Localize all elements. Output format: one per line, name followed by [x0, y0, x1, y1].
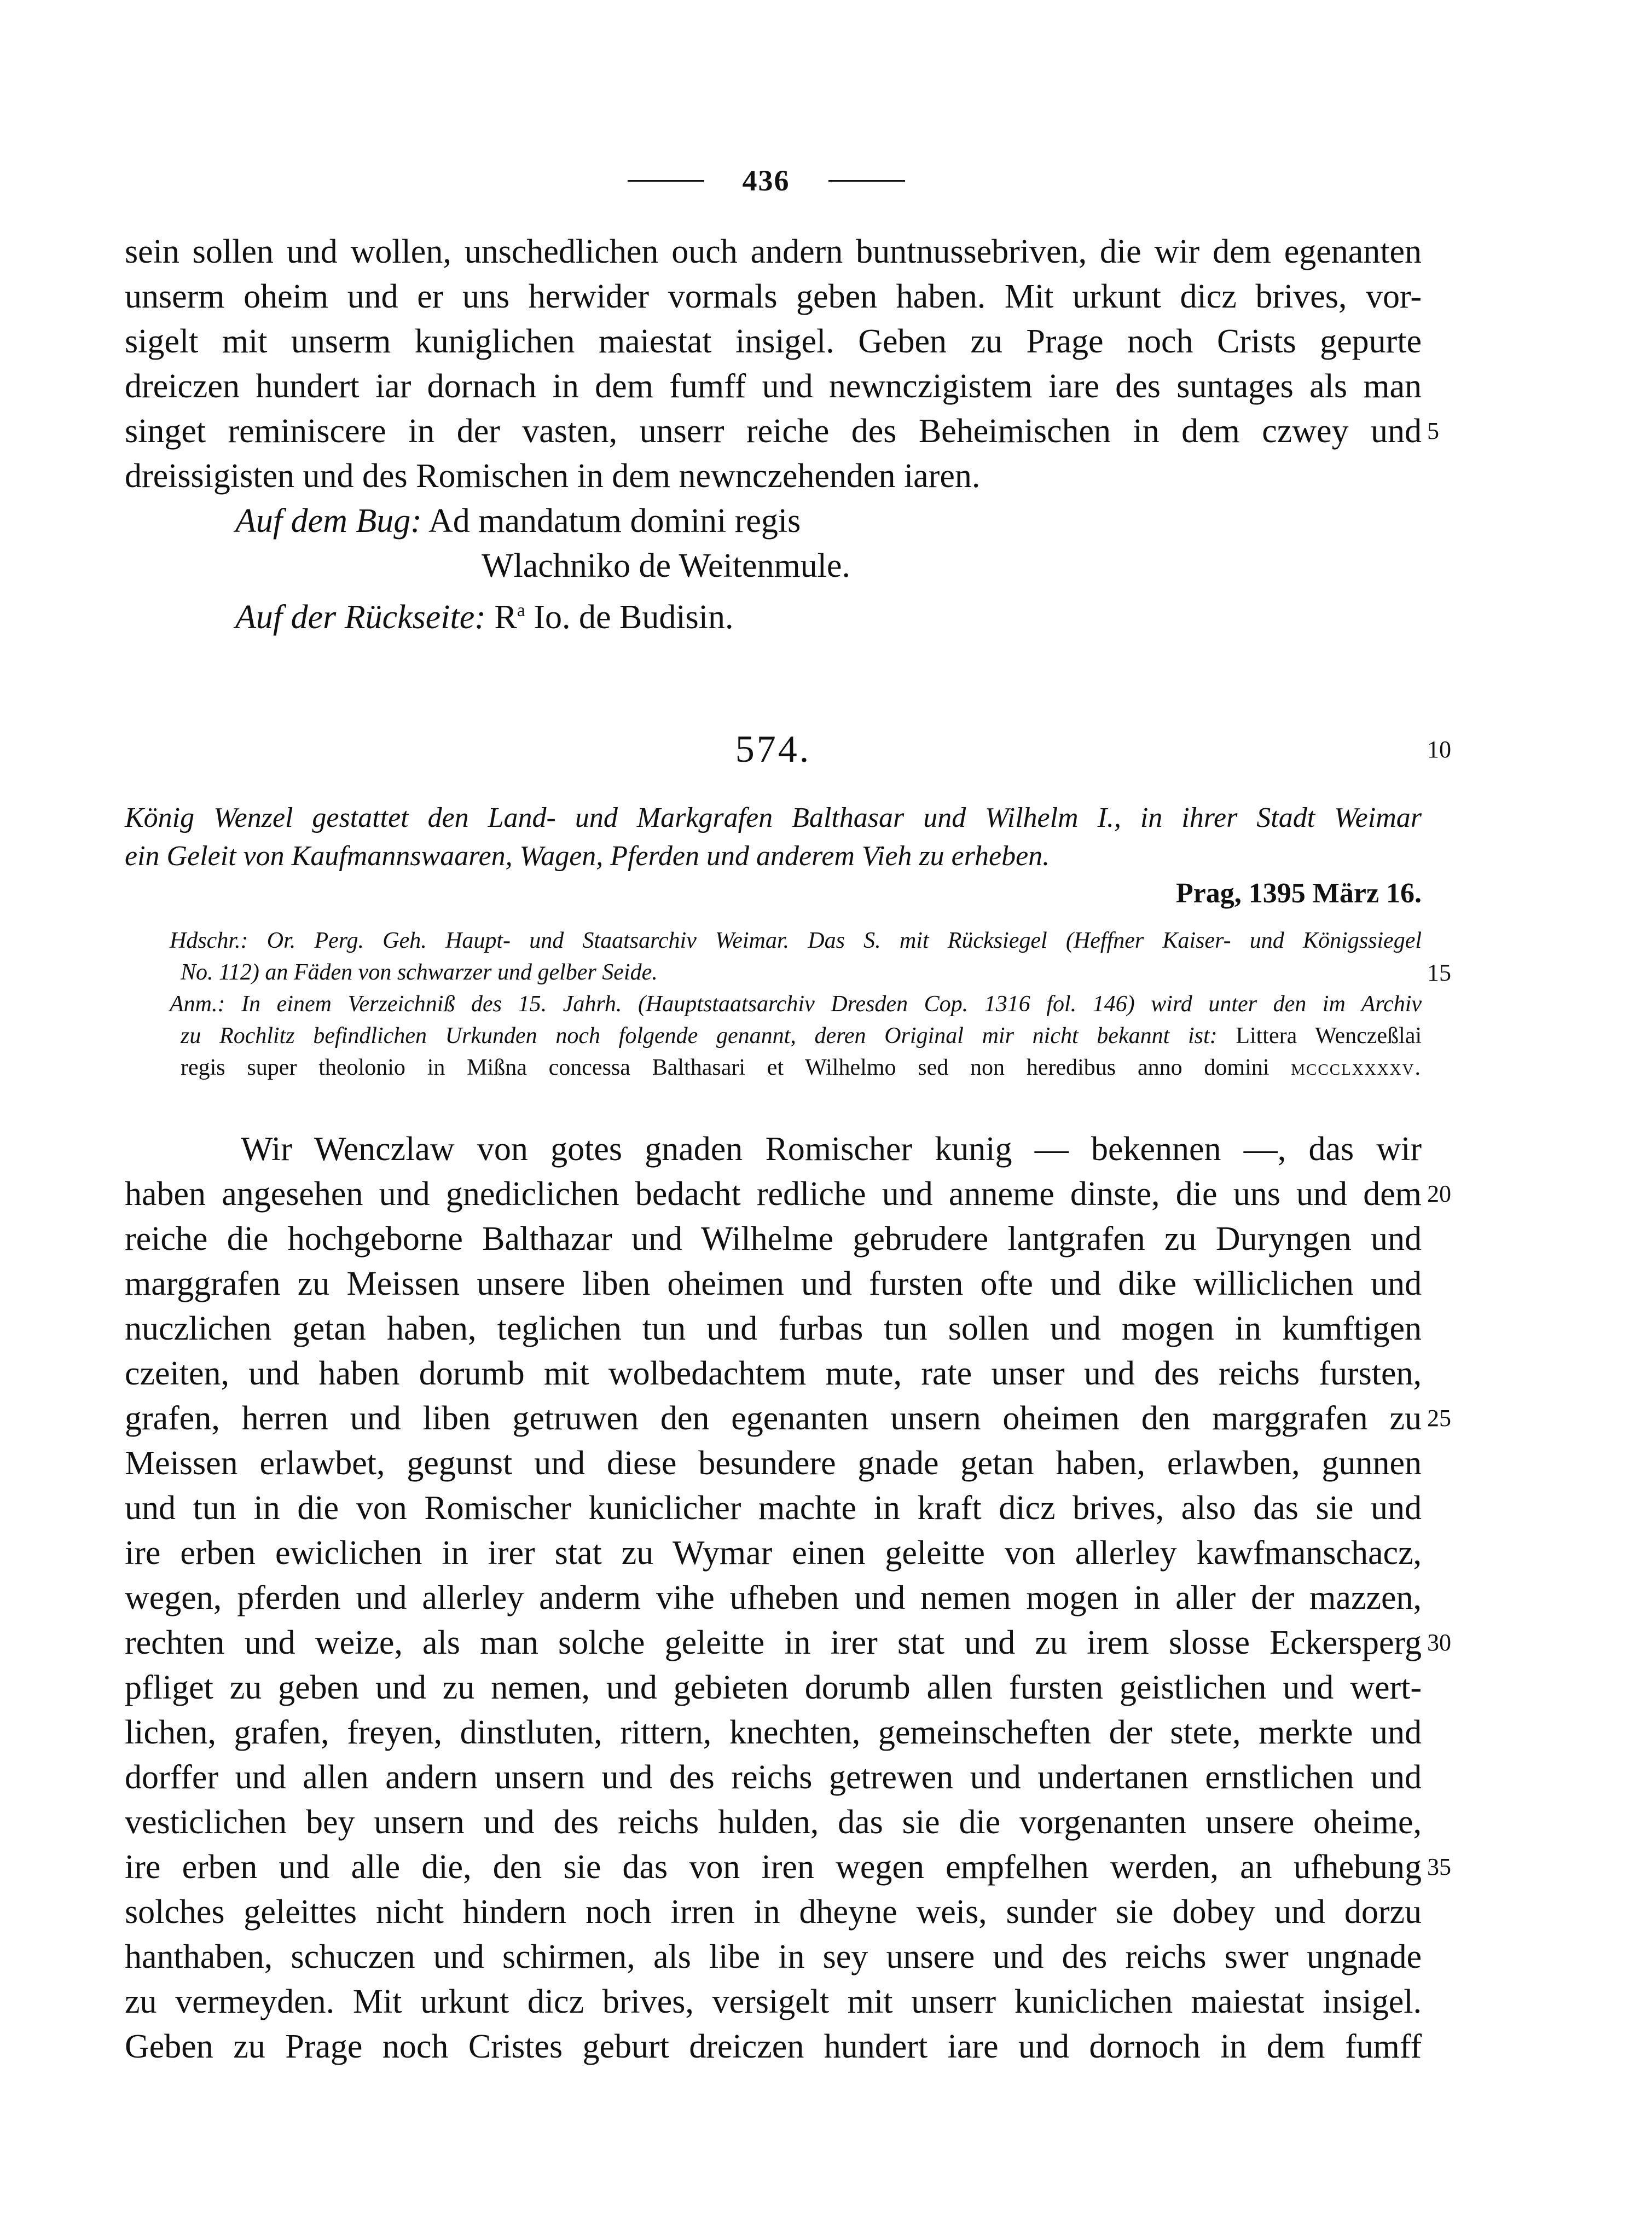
- note-anm-year: mccclxxxxv.: [1291, 1055, 1422, 1080]
- note-hdschr-text-2: No. 112) an Fäden von schwarzer und gelber Seide.: [181, 960, 658, 985]
- top-line-2: unserm oheim und er uns herwider vormals geben haben. Mit urkunt dicz brives, vor-: [125, 278, 1422, 315]
- note-anm-text-2-roman: Littera Wenczeßlai: [1217, 1023, 1422, 1048]
- top-line-3: sigelt mit unserm kuniglichen maiestat insigel. Geben zu Prage noch Crists gepurte: [125, 323, 1422, 360]
- note-anm-line-3: [181, 1052, 1422, 1083]
- endorse-bug-label: Auf dem Bug:: [235, 502, 422, 540]
- body-line-2: haben angesehen und gnediclichen bedacht redliche und anneme dinste, die uns und dem: [125, 1175, 1422, 1213]
- body-line-3: reiche die hochgeborne Balthazar und Wilhelme gebrudere lantgrafen zu Duryngen und: [125, 1220, 1422, 1258]
- note-hdschr-line-2: [181, 957, 1422, 988]
- regest-line-2: ein Geleit von Kaufmannswaaren, Wagen, Pferden und anderem Vieh zu erheben.: [125, 841, 1050, 872]
- endorse-bug-text-2: Wlachniko de Weitenmule.: [482, 547, 850, 584]
- note-hdschr-label: Hdschr.:: [170, 928, 248, 953]
- endorse-bug-text-1: Ad mandatum domini regis: [428, 502, 801, 540]
- body-line-8: Meissen erlawbet, gegunst und diese besundere gnade getan haben, erlawben, gunnen: [125, 1445, 1422, 1482]
- body-line-5: nuczlichen getan haben, teglichen tun und furbas tun sollen und mogen in kumftigen: [125, 1310, 1422, 1347]
- endorse-back-line: [235, 589, 1220, 636]
- regest-line-1: König Wenzel gestattet den Land- und Markgrafen Balthasar und Wilhelm I., in ihrer Stadt Weimar: [125, 802, 1422, 833]
- body-line-9: und tun in die von Romischer kuniclicher machte in kraft dicz brives, also das sie und: [125, 1490, 1422, 1527]
- line-number-10: 10: [1427, 736, 1451, 763]
- body-line-14: lichen, grafen, freyen, dinstluten, rittern, knechten, gemeinscheften der stete, merkte und: [125, 1714, 1422, 1751]
- endorse-back-label: Auf der Rückseite:: [235, 599, 486, 636]
- note-anm-text-3: regis super theolonio in Mißna concessa Balthasari et Wilhelmo sed non heredibus anno domini: [181, 1055, 1270, 1080]
- page-number: 436: [742, 164, 790, 197]
- dateline: Prag, 1395 März 16.: [1175, 878, 1422, 909]
- note-anm-text-1: In einem Verzeichniß des 15. Jahrh. (Hauptstaatsarchiv Dresden Cop. 1316 fol. 146) wird unter den im Archiv: [241, 992, 1422, 1017]
- top-line-4: dreiczen hundert iar dornach in dem fumff und newnczigistem iare des suntages als man: [125, 368, 1422, 405]
- note-anm-text-2: zu Rochlitz befindlichen Urkunden noch folgende genannt, deren Original mir nicht bekannt ist:: [181, 1023, 1218, 1048]
- body-line-17: ire erben und alle die, den sie das von iren wegen empfelhen werden, an ufhebung: [125, 1849, 1422, 1886]
- note-hdschr-text-1: Or. Perg. Geh. Haupt- und Staatsarchiv Weimar. Das S. mit Rücksiegel (Heffner Kaiser- und Königssiegel: [266, 928, 1422, 953]
- header-rule-left: [628, 180, 704, 182]
- body-line-15: dorffer und allen andern unsern und des reichs getrewen und undertanen ernstlichen und: [125, 1759, 1422, 1796]
- line-number-20: 20: [1427, 1180, 1451, 1207]
- body-line-16: vesticlichen bey unsern und des reichs hulden, das sie die vorgenanten unsere oheime,: [125, 1804, 1422, 1841]
- body-line-7: grafen, herren und liben getruwen den egenanten unsern oheimen den marggrafen zu: [125, 1400, 1422, 1437]
- page-header: [613, 161, 919, 200]
- note-anm-line-1: [170, 988, 1422, 1020]
- top-line-5: singet reminiscere in der vasten, unserr reiche des Beheimischen in dem czwey und: [125, 413, 1422, 450]
- top-line-1: sein sollen und wollen, unschedlichen ouch andern buntnussebriven, die wir dem egenanten: [125, 233, 1422, 270]
- note-hdschr-line-1: [170, 925, 1422, 957]
- endorse-back-r: R: [494, 599, 517, 636]
- body-line-6: czeiten, und haben dorumb mit wolbedachtem mute, rate unser und des reichs fursten,: [125, 1355, 1422, 1392]
- endorse-back-rest: Io. de Budisin.: [525, 599, 734, 636]
- body-line-19: hanthaben, schuczen und schirmen, als libe in sey unsere und des reichs swer ungnade: [125, 1938, 1422, 1975]
- body-line-4: marggrafen zu Meissen unsere liben oheimen und fursten ofte und dike williclichen und: [125, 1265, 1422, 1302]
- body-line-10: ire erben ewiclichen in irer stat zu Wymar einen geleitte von allerley kawfmanschacz,: [125, 1534, 1422, 1572]
- endorse-back-sup: a: [517, 600, 525, 621]
- body-line-11: wegen, pferden und allerley anderm vihe ufheben und nemen mogen in aller der mazzen,: [125, 1579, 1422, 1616]
- body-line-21: Geben zu Prage noch Cristes geburt dreiczen hundert iare und dornoch in dem fumff: [125, 2028, 1422, 2065]
- body-line-20: zu vermeyden. Mit urkunt dicz brives, versigelt mit unserr kuniclichen maiestat insigel.: [125, 1983, 1422, 2020]
- note-anm-line-2: [181, 1020, 1422, 1052]
- line-number-15: 15: [1427, 959, 1451, 986]
- note-anm-label: Anm.:: [170, 992, 225, 1017]
- header-rule-right: [828, 180, 905, 182]
- body-line-13: pfliget zu geben und zu nemen, und gebieten dorumb allen fursten geistlichen und wert-: [125, 1669, 1422, 1706]
- body-line-12: rechten und weize, als man solche geleitte in irer stat und zu irem slosse Eckersperg: [125, 1624, 1422, 1661]
- endorse-bug-line: [235, 499, 1220, 543]
- line-number-35: 35: [1427, 1853, 1451, 1880]
- document-number: 574.: [735, 728, 811, 770]
- line-number-25: 25: [1427, 1405, 1451, 1432]
- body-line-18: solches geleittes nicht hindern noch irren in dheyne weis, sunder sie dobey und dorzu: [125, 1893, 1422, 1931]
- line-number-5: 5: [1427, 418, 1439, 444]
- line-number-30: 30: [1427, 1629, 1451, 1656]
- body-line-1: Wir Wenczlaw von gotes gnaden Romischer kunig — bekennen —, das wir: [241, 1131, 1422, 1168]
- top-line-6: dreissigisten und des Romischen in dem newnczehenden iaren.: [125, 457, 981, 495]
